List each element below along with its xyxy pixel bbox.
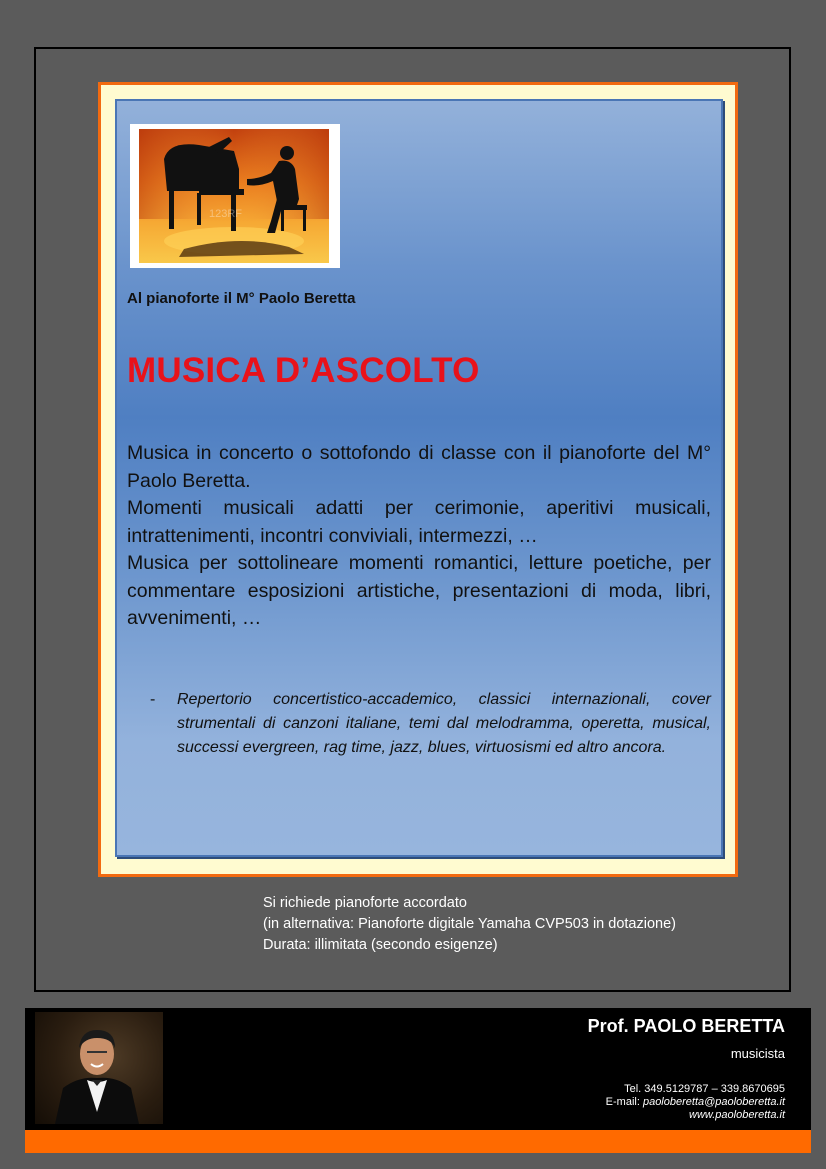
description-paragraph: Musica in concerto o sottofondo di classe con il pianoforte del M° Paolo Beretta. [127, 442, 711, 492]
email-label: E-mail: [605, 1096, 643, 1108]
watermark-text: 123RF [209, 208, 243, 220]
email-link[interactable]: paoloberetta@paoloberetta.it [642, 1096, 785, 1108]
website-line [606, 1109, 785, 1122]
bullet-dash: - [150, 691, 156, 708]
page-title: MUSICA D’ASCOLTO [127, 351, 480, 390]
repertoire-list-item [150, 688, 711, 760]
footer-role: musicista [730, 1046, 785, 1061]
repertoire-text: Repertorio concertistico-accademico, classici internazionali, cover strumentali di canzoni italiane, temi dal melodramma, operetta, musical, successi evergreen, rag time, jazz, blues, virtuosismi ed altro ancora. [177, 691, 711, 756]
piano-silhouette-image [139, 129, 329, 263]
avatar [35, 1012, 163, 1124]
requirements-info [263, 893, 676, 956]
info-line: Durata: illimitata (secondo esigenze) [263, 937, 498, 953]
description [127, 440, 711, 633]
phone-text: Tel. 349.5129787 – 339.8670695 [624, 1083, 785, 1095]
contact-block [606, 1083, 785, 1122]
email-line [606, 1096, 785, 1109]
footer-accent-bar [25, 1130, 811, 1153]
footer-name: Prof. PAOLO BERETTA [587, 1016, 785, 1036]
description-paragraph: Momenti musicali adatti per cerimonie, aperitivi musicali, intrattenimenti, incontri conviviali, intermezzi, … [127, 497, 711, 547]
performer-subtitle: Al pianoforte il M° Paolo Beretta [127, 290, 356, 307]
description-paragraph: Musica per sottolineare momenti romantici, letture poetiche, per commentare esposizioni artistiche, presentazioni di moda, libri, avvenimenti, … [127, 552, 711, 629]
info-line: (in alternativa: Pianoforte digitale Yamaha CVP503 in dotazione) [263, 916, 676, 932]
info-line: Si richiede pianoforte accordato [263, 895, 467, 911]
website-link[interactable]: www.paoloberetta.it [689, 1109, 785, 1121]
